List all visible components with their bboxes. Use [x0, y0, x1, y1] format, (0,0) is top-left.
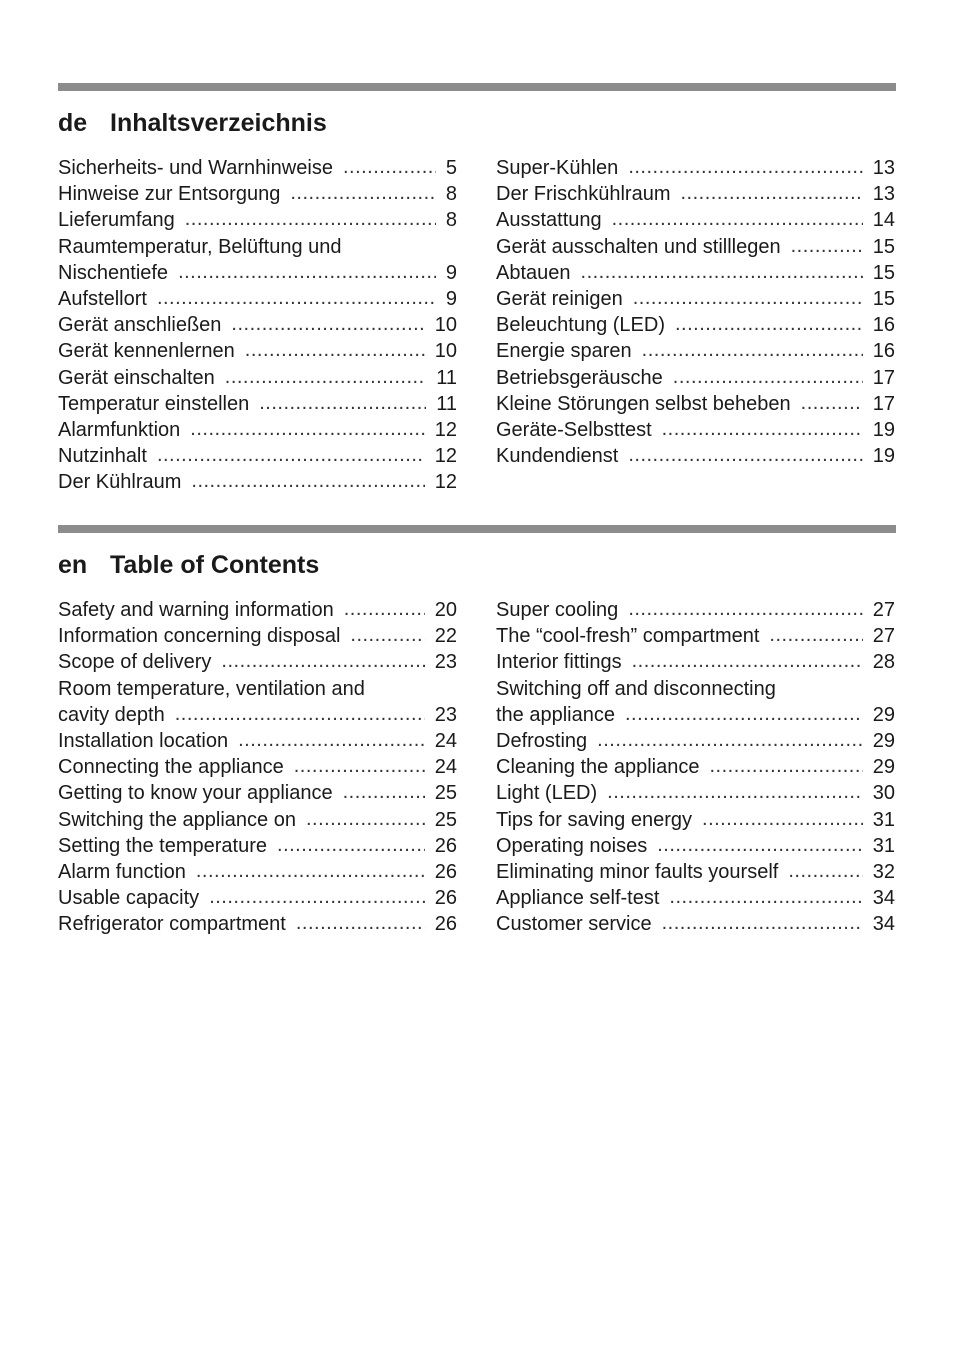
toc-entry-title: Nutzinhalt — [58, 445, 147, 468]
toc-entry-title: Lieferumfang — [58, 209, 175, 232]
toc-entry-title: Information concerning disposal — [58, 625, 341, 648]
toc-entry[interactable] — [58, 443, 457, 469]
toc-entry[interactable] — [496, 312, 895, 338]
toc-page-number: 29 — [872, 703, 895, 726]
dot-leader — [294, 753, 425, 779]
toc-page-number: 8 — [445, 209, 457, 232]
dot-leader — [238, 727, 425, 753]
toc-entry[interactable] — [496, 391, 895, 417]
toc-entry[interactable] — [496, 234, 895, 260]
dot-leader — [277, 832, 425, 858]
toc-page-number: 34 — [872, 913, 895, 936]
toc-entry-row — [496, 286, 895, 312]
toc-page-number: 27 — [872, 599, 895, 621]
toc-entry-row — [58, 623, 457, 649]
toc-entry[interactable] — [58, 859, 457, 885]
toc-entry-title: Operating noises — [496, 834, 648, 857]
section-heading — [58, 103, 896, 143]
toc-entry[interactable] — [58, 911, 457, 937]
toc-entry-title: Customer service — [496, 913, 652, 936]
dot-leader — [657, 832, 863, 858]
dot-leader — [662, 416, 863, 442]
toc-entry-title: Nischentiefe — [58, 261, 169, 284]
dot-leader — [673, 364, 863, 390]
toc-entry-title: Super-Kühlen — [496, 157, 619, 179]
toc-page-number: 12 — [434, 419, 457, 442]
toc-entry-title: Getting to know your appliance — [58, 782, 333, 805]
dot-leader — [344, 596, 425, 622]
toc-entry[interactable] — [496, 623, 895, 649]
toc-entry-title: Abtauen — [496, 261, 571, 284]
toc-entry-title: Energie sparen — [496, 340, 632, 363]
toc-entry-row — [58, 260, 457, 286]
dot-leader — [710, 753, 863, 779]
toc-entry-row — [496, 885, 895, 911]
dot-leader — [178, 259, 436, 285]
toc-entry[interactable] — [496, 417, 895, 443]
toc-entry-row — [58, 859, 457, 885]
toc-entry-row — [58, 728, 457, 754]
dot-leader — [221, 648, 424, 674]
toc-entry[interactable] — [58, 597, 457, 623]
toc-entry-row — [496, 365, 895, 391]
toc-entry-row — [496, 260, 895, 286]
toc-page-number: 12 — [434, 471, 457, 494]
toc-entry-title: Betriebsgeräusche — [496, 366, 663, 389]
toc-page-number: 29 — [872, 756, 895, 779]
toc-page-number: 19 — [872, 445, 895, 468]
dot-leader — [628, 154, 862, 180]
toc-column-left — [58, 155, 457, 496]
toc-section-de — [58, 83, 896, 494]
toc-entry-row — [58, 207, 457, 233]
dot-leader — [296, 910, 425, 936]
toc-entry-title: Der Frischkühlraum — [496, 183, 671, 206]
toc-entry-row — [58, 338, 457, 364]
toc-page-number: 26 — [434, 887, 457, 910]
dot-leader — [801, 390, 863, 416]
toc-entry-title: Connecting the appliance — [58, 756, 284, 779]
toc-page-number: 29 — [872, 730, 895, 753]
dot-leader — [628, 596, 862, 622]
toc-entry-title: Temperatur einstellen — [58, 392, 250, 415]
toc-entry[interactable] — [496, 286, 895, 312]
toc-entry-row — [58, 833, 457, 859]
dot-leader — [259, 390, 426, 416]
toc-entry[interactable] — [496, 365, 895, 391]
toc-entry-title: Installation location — [58, 730, 229, 753]
dot-leader — [632, 648, 863, 674]
toc-entry[interactable] — [58, 391, 457, 417]
toc-entry[interactable] — [496, 754, 895, 780]
toc-entry-title: Scope of delivery — [58, 651, 212, 674]
toc-entry-title: Super cooling — [496, 599, 619, 621]
dot-leader — [175, 701, 425, 727]
toc-entry-title: Light (LED) — [496, 782, 598, 805]
toc-page-number: 9 — [445, 261, 457, 284]
dot-leader — [612, 206, 863, 232]
toc-entry-row — [496, 391, 895, 417]
toc-entry[interactable] — [58, 234, 457, 286]
toc-column-right — [496, 155, 895, 469]
toc-entry[interactable] — [58, 807, 457, 833]
toc-entry-row — [58, 443, 457, 469]
toc-entry-row — [58, 807, 457, 833]
toc-entry[interactable] — [496, 597, 895, 623]
toc-page-number: 15 — [872, 261, 895, 284]
toc-page-number: 23 — [434, 651, 457, 674]
dot-leader — [788, 858, 862, 884]
toc-entry[interactable] — [58, 181, 457, 207]
toc-entry[interactable] — [496, 181, 895, 207]
toc-entry-title: Sicherheits- und Warnhinweise — [58, 157, 333, 179]
dot-leader — [191, 468, 424, 494]
toc-entry[interactable] — [58, 286, 457, 312]
toc-page-number: 19 — [872, 419, 895, 442]
toc-entry[interactable] — [58, 623, 457, 649]
toc-page-number: 11 — [436, 366, 457, 389]
toc-entry[interactable] — [58, 417, 457, 443]
toc-entry-row — [496, 911, 895, 937]
toc-page-number: 17 — [872, 366, 895, 389]
toc-page-number: 12 — [434, 445, 457, 468]
toc-entry[interactable] — [58, 754, 457, 780]
toc-page-number: 30 — [872, 782, 895, 805]
toc-entry[interactable] — [58, 780, 457, 806]
toc-entry-row — [58, 391, 457, 417]
toc-entry-row — [58, 181, 457, 207]
dot-leader — [702, 806, 863, 832]
toc-entry-row — [58, 312, 457, 338]
toc-entry[interactable] — [496, 649, 895, 675]
dot-leader — [607, 779, 863, 805]
toc-entry-row — [496, 234, 895, 260]
toc-page-number: 22 — [434, 625, 457, 648]
section-title: Table of Contents — [110, 551, 320, 579]
toc-page-number: 10 — [434, 314, 457, 337]
toc-entry-title: Hinweise zur Entsorgung — [58, 183, 281, 206]
toc-section-en — [58, 525, 896, 936]
toc-entry-title: Cleaning the appliance — [496, 756, 700, 779]
toc-column-left — [58, 597, 457, 938]
toc-column-right — [496, 597, 895, 938]
toc-entry-row — [58, 702, 457, 728]
dot-leader — [306, 806, 425, 832]
toc-entry-title: Eliminating minor faults yourself — [496, 861, 779, 884]
toc-entry-title: Ausstattung — [496, 209, 602, 232]
toc-entry-row — [496, 649, 895, 675]
dot-leader — [669, 884, 862, 910]
toc-page-number: 24 — [434, 730, 457, 753]
toc-entry[interactable] — [496, 676, 895, 728]
toc-entry-title: Tips for saving energy — [496, 808, 693, 831]
toc-entry-title: Safety and warning information — [58, 599, 334, 621]
dot-leader — [157, 442, 425, 468]
dot-leader — [350, 622, 424, 648]
toc-entry[interactable] — [496, 155, 895, 181]
toc-entry-row — [496, 728, 895, 754]
dot-leader — [628, 442, 862, 468]
toc-entry[interactable] — [496, 260, 895, 286]
toc-entry-title: Der Kühlraum — [58, 471, 182, 494]
toc-entry[interactable] — [496, 338, 895, 364]
toc-entry-title: Appliance self-test — [496, 887, 660, 910]
toc-entry-title: Geräte-Selbsttest — [496, 419, 652, 442]
toc-entry-row — [496, 754, 895, 780]
toc-entry[interactable] — [496, 807, 895, 833]
toc-entry[interactable] — [58, 207, 457, 233]
toc-page-number: 24 — [434, 756, 457, 779]
toc-page-number: 26 — [434, 913, 457, 936]
toc-page-number: 17 — [872, 392, 895, 415]
toc-entry-title: the appliance — [496, 703, 615, 726]
toc-entry-row — [496, 833, 895, 859]
toc-entry-title: cavity depth — [58, 703, 165, 726]
toc-entry-title: Kundendienst — [496, 445, 619, 468]
toc-page-number: 15 — [872, 288, 895, 311]
toc-entry-title: Refrigerator compartment — [58, 913, 286, 936]
section-title: Inhaltsverzeichnis — [110, 109, 327, 137]
language-code: de — [58, 109, 88, 137]
toc-entry-title: Kleine Störungen selbst beheben — [496, 392, 791, 415]
toc-entry-row — [58, 469, 457, 495]
toc-page-number: 5 — [445, 157, 457, 179]
toc-entry-row — [58, 286, 457, 312]
toc-entry-row — [496, 780, 895, 806]
dot-leader — [633, 285, 863, 311]
dot-leader — [231, 311, 424, 337]
toc-entry[interactable] — [58, 338, 457, 364]
toc-entry-title: Gerät ausschalten und stilllegen — [496, 235, 781, 258]
toc-page-number: 26 — [434, 834, 457, 857]
toc-entry-row — [58, 417, 457, 443]
toc-page-number: 10 — [434, 340, 457, 363]
toc-entry-row — [496, 623, 895, 649]
toc-entry[interactable] — [58, 649, 457, 675]
dot-leader — [597, 727, 863, 753]
dot-leader — [675, 311, 863, 337]
dot-leader — [157, 285, 436, 311]
toc-page-number: 25 — [434, 808, 457, 831]
toc-entry-row — [58, 754, 457, 780]
toc-entry-title: The “cool-fresh” compartment — [496, 625, 760, 648]
dot-leader — [245, 337, 425, 363]
toc-page-number: 13 — [872, 157, 895, 179]
toc-entry-title: Usable capacity — [58, 887, 200, 910]
toc-entry[interactable] — [496, 885, 895, 911]
toc-entry-row — [496, 443, 895, 469]
toc-entry[interactable] — [496, 443, 895, 469]
dot-leader — [343, 154, 436, 180]
dot-leader — [290, 180, 436, 206]
toc-entry-row — [58, 649, 457, 675]
toc-page-number: 14 — [872, 209, 895, 232]
toc-page-number: 25 — [434, 782, 457, 805]
toc-entry-row — [58, 911, 457, 937]
toc-entry-title: Setting the temperature — [58, 834, 268, 857]
toc-page-number: 20 — [434, 599, 457, 621]
toc-page-number: 27 — [872, 625, 895, 648]
toc-entry-title: Gerät einschalten — [58, 366, 215, 389]
toc-entry-row — [496, 338, 895, 364]
toc-entry-title: Interior fittings — [496, 651, 622, 674]
toc-page-number: 31 — [872, 834, 895, 857]
dot-leader — [196, 858, 425, 884]
dot-leader — [225, 364, 426, 390]
toc-entry[interactable] — [496, 859, 895, 885]
toc-entry-title: Alarmfunktion — [58, 419, 181, 442]
toc-entry-row — [496, 859, 895, 885]
toc-entry[interactable] — [58, 312, 457, 338]
toc-entry-row — [496, 417, 895, 443]
toc-entry-title: Gerät reinigen — [496, 288, 623, 311]
toc-entry-row — [58, 365, 457, 391]
dot-leader — [769, 622, 862, 648]
toc-page-number: 34 — [872, 887, 895, 910]
toc-page-number: 32 — [872, 861, 895, 884]
toc-entry-title: Aufstellort — [58, 288, 147, 311]
toc-entry-row — [58, 597, 457, 623]
dot-leader — [625, 701, 863, 727]
toc-entry-row — [58, 885, 457, 911]
toc-entry-row — [496, 181, 895, 207]
toc-entry-title: Gerät kennenlernen — [58, 340, 235, 363]
toc-entry-title-line: Room temperature, ventilation and — [58, 677, 365, 700]
dot-leader — [662, 910, 863, 936]
toc-page-number: 23 — [434, 703, 457, 726]
toc-entry-title-line: Raumtemperatur, Belüftung und — [58, 235, 342, 258]
toc-page-number: 28 — [872, 651, 895, 674]
toc-entry-title: Defrosting — [496, 730, 588, 753]
toc-entry[interactable] — [58, 676, 457, 728]
toc-entry[interactable] — [58, 885, 457, 911]
toc-entry-row — [58, 155, 457, 181]
dot-leader — [642, 337, 863, 363]
toc-entry-title: Beleuchtung (LED) — [496, 314, 665, 337]
dot-leader — [209, 884, 425, 910]
toc-page-number: 15 — [872, 235, 895, 258]
toc-entry-row — [58, 780, 457, 806]
dot-leader — [190, 416, 424, 442]
toc-entry[interactable] — [58, 833, 457, 859]
toc-page-number: 8 — [445, 183, 457, 206]
dot-leader — [680, 180, 862, 206]
toc-entry-title: Switching the appliance on — [58, 808, 296, 831]
dot-leader — [581, 259, 863, 285]
section-heading — [58, 545, 896, 585]
toc-entry[interactable] — [496, 780, 895, 806]
toc-entry-title-line: Switching off and disconnecting — [496, 677, 776, 700]
toc-entry[interactable] — [496, 833, 895, 859]
toc-entry[interactable] — [496, 728, 895, 754]
dot-leader — [185, 206, 436, 232]
toc-entry-title: Gerät anschließen — [58, 314, 222, 337]
toc-entry-row — [496, 597, 895, 623]
dot-leader — [791, 233, 863, 259]
toc-entry[interactable] — [58, 469, 457, 495]
toc-entry-row — [496, 807, 895, 833]
toc-entry-row — [496, 207, 895, 233]
toc-entry-row — [496, 312, 895, 338]
toc-entry[interactable] — [496, 207, 895, 233]
toc-page-number: 11 — [436, 392, 457, 415]
toc-entry[interactable] — [496, 911, 895, 937]
toc-entry[interactable] — [58, 365, 457, 391]
toc-entry[interactable] — [58, 728, 457, 754]
section-divider — [58, 83, 896, 91]
toc-page-number: 9 — [445, 288, 457, 311]
toc-page-number: 16 — [872, 314, 895, 337]
section-divider — [58, 525, 896, 533]
toc-page-number: 13 — [872, 183, 895, 206]
toc-page-number: 31 — [872, 808, 895, 831]
dot-leader — [343, 779, 425, 805]
toc-entry-row — [496, 155, 895, 181]
toc-page-number: 26 — [434, 861, 457, 884]
language-code: en — [58, 551, 88, 579]
toc-page-number: 16 — [872, 340, 895, 363]
toc-entry-title: Alarm function — [58, 861, 186, 884]
toc-entry-row — [496, 702, 895, 728]
toc-entry[interactable] — [58, 155, 457, 181]
